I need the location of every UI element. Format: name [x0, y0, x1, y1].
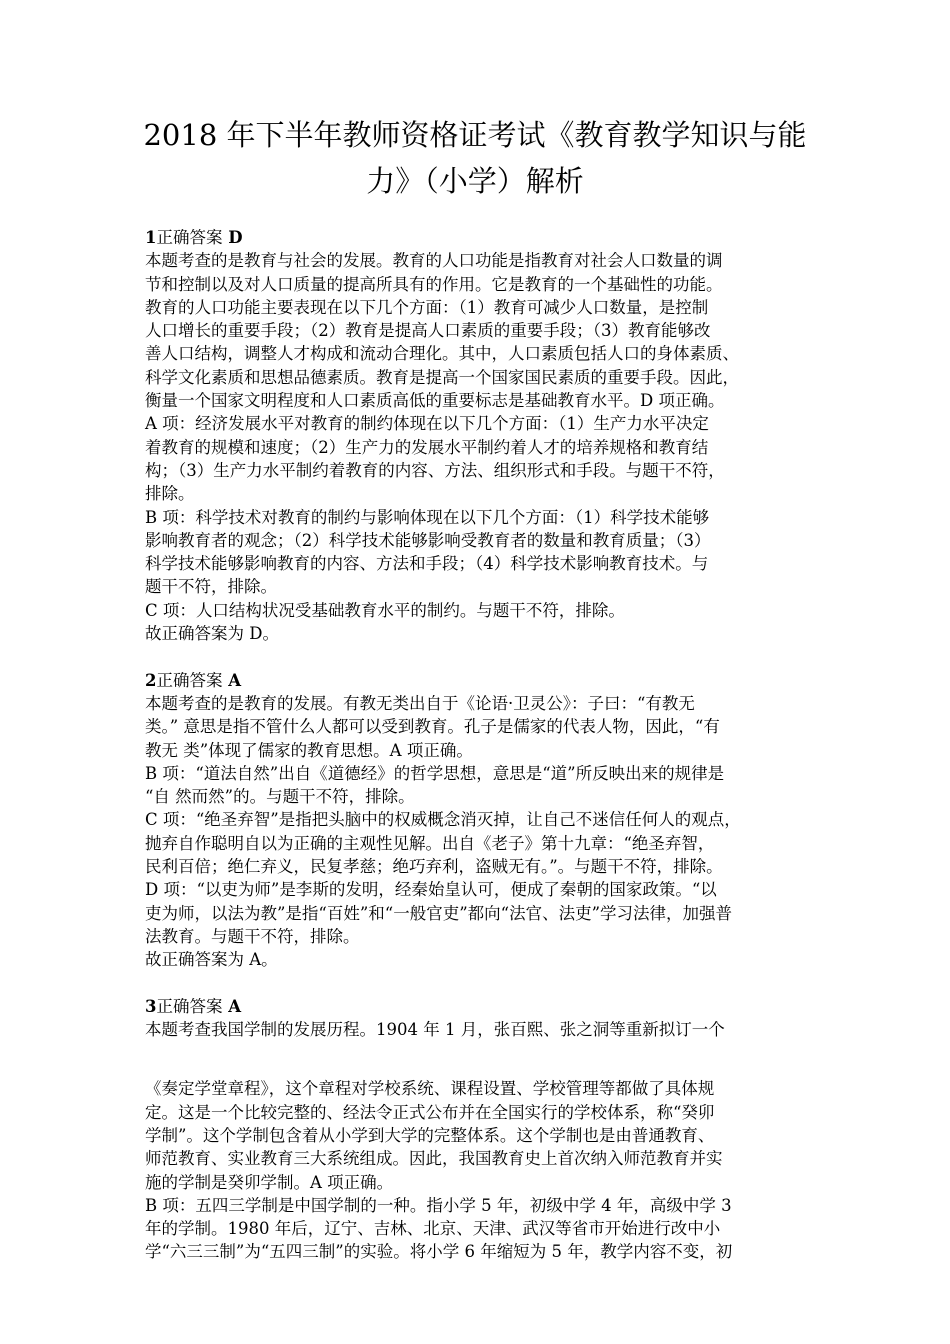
question-2-header: 2正确答案 A: [145, 670, 242, 690]
title-line-2: 力》（小学）解析: [366, 164, 584, 198]
document-title: [120, 112, 830, 204]
question-3-first-line: 本题考查我国学制的发展历程。1904 年 1 月，张百熙、张之洞等重新拟订一个: [145, 1020, 725, 1040]
explanation-line: 故正确答案为 D。: [145, 624, 279, 644]
explanation-line: B 项：五四三学制是中国学制的一种。指小学 5 年，初级中学 4 年，高级中学 3: [145, 1195, 732, 1215]
explanation-line: 善人口结构，调整人才构成和流动合理化。其中，人口素质包括人口的身体素质、: [145, 344, 739, 364]
explanation-line: 本题考查的是教育与社会的发展。教育的人口功能是指教育对社会人口数量的调: [145, 251, 723, 271]
section-gap: [145, 972, 810, 995]
explanation-line: 《奏定学堂章程》，这个章程对学校系统、课程设置、学校管理等都做了具体规: [145, 1079, 715, 1099]
explanation-line: 教无 类”体现了儒家的教育思想。A 项正确。: [145, 740, 473, 760]
explanation-line: 构；（3）生产力水平制约着教育的内容、方法、组织形式和手段。与题干不符，: [145, 460, 725, 480]
explanation-line: “自 然而然”的。与题干不符，排除。: [145, 787, 415, 807]
question-1-header: 1正确答案 D: [145, 228, 243, 247]
explanation-line: 本题考查的是教育的发展。有教无类出自于《论语·卫灵公》：子曰：“有教无: [145, 693, 695, 713]
explanation-line: 学制”。这个学制包含着从小学到大学的完整体系。这个学制也是由普通教育、: [145, 1125, 715, 1145]
question-2-explanation: [145, 692, 810, 972]
document-body: [145, 226, 810, 1264]
explanation-line: 故正确答案为 A。: [145, 950, 278, 970]
explanation-line: A 项：经济发展水平对教育的制约体现在以下几个方面：（1）生产力水平决定: [145, 414, 709, 434]
explanation-line: 着教育的规模和速度；（2）生产力的发展水平制约着人才的培养规格和教育结: [145, 437, 709, 457]
explanation-line: 科学文化素质和思想品德素质。教育是提高一个国家国民素质的重要手段。因此，: [145, 367, 739, 387]
explanation-line: C 项：“绝圣弃智”是指把头脑中的权威概念消灭掉，让自己不迷信任何人的观点，: [145, 810, 741, 830]
explanation-line: 民利百倍；绝仁弃义，民复孝慈；绝巧弃利，盗贼无有。”。与题干不符，排除。: [145, 857, 723, 877]
explanation-line: 施的学制是癸卯学制。A 项正确。: [145, 1172, 394, 1192]
explanation-line: 吏为师，以法为教”是指“百姓”和“一般官吏”都向“法官、法吏”学习法律，加强普: [145, 903, 733, 923]
explanation-line: 衡量一个国家文明程度和人口素质高低的重要标志是基础教育水平。D 项正确。: [145, 391, 725, 411]
explanation-line: 抛弃自作聪明自以为正确的主观性见解。出自《老子》第十九章：“绝圣弃智，: [145, 833, 715, 853]
explanation-line: 法教育。与题干不符，排除。: [145, 926, 360, 946]
section-gap: [145, 645, 810, 668]
explanation-line: 排除。: [145, 484, 195, 504]
explanation-line: B 项：科学技术对教育的制约与影响体现在以下几个方面：（1）科学技术能够: [145, 507, 710, 527]
explanation-line: D 项：“以吏为师”是李斯的发明，经秦始皇认可，便成了秦朝的国家政策。“以: [145, 880, 717, 900]
question-3-explanation: [145, 1077, 810, 1263]
explanation-line: 影响教育者的观念；（2）科学技术能够影响受教育者的数量和教育质量；（3）: [145, 530, 711, 550]
explanation-line: 题干不符，排除。: [145, 577, 277, 597]
explanation-line: 类。” 意思是指不管什么人都可以受到教育。孔子是儒家的代表人物，因此，“有: [145, 717, 720, 737]
explanation-line: 师范教育、实业教育三大系统组成。因此，我国教育史上首次纳入师范教育并实: [145, 1149, 723, 1169]
title-line-1: 2018 年下半年教师资格证考试《教育教学知识与能: [143, 118, 807, 152]
explanation-line: 教育的人口功能主要表现在以下几个方面：（1）教育可减少人口数量，是控制: [145, 297, 709, 317]
explanation-line: C 项：人口结构状况受基础教育水平的制约。与题干不符，排除。: [145, 600, 625, 620]
question-3-header: 3正确答案 A: [145, 996, 242, 1016]
explanation-line: 人口增长的重要手段；（2）教育是提高人口素质的重要手段；（3）教育能够改: [145, 321, 711, 341]
explanation-line: 节和控制以及对人口质量的提高所具有的作用。它是教育的一个基础性的功能。: [145, 274, 723, 294]
explanation-line: B 项：“道法自然”出自《道德经》的哲学思想，意思是“道”所反映出来的规律是: [145, 763, 725, 783]
question-1-explanation: [145, 249, 810, 645]
paragraph-gap: [145, 1041, 810, 1077]
explanation-line: 学“六三三制”为“五四三制”的实验。将小学 6 年缩短为 5 年，教学内容不变，初: [145, 1242, 733, 1262]
explanation-line: 定。这是一个比较完整的、经法令正式公布并在全国实行的学校体系，称“癸卯: [145, 1102, 715, 1122]
explanation-line: 年的学制。1980 年后，辽宁、吉林、北京、天津、武汉等省市开始进行改中小: [145, 1219, 721, 1239]
explanation-line: 科学技术能够影响教育的内容、方法和手段；（4）科学技术影响教育技术。与: [145, 554, 709, 574]
